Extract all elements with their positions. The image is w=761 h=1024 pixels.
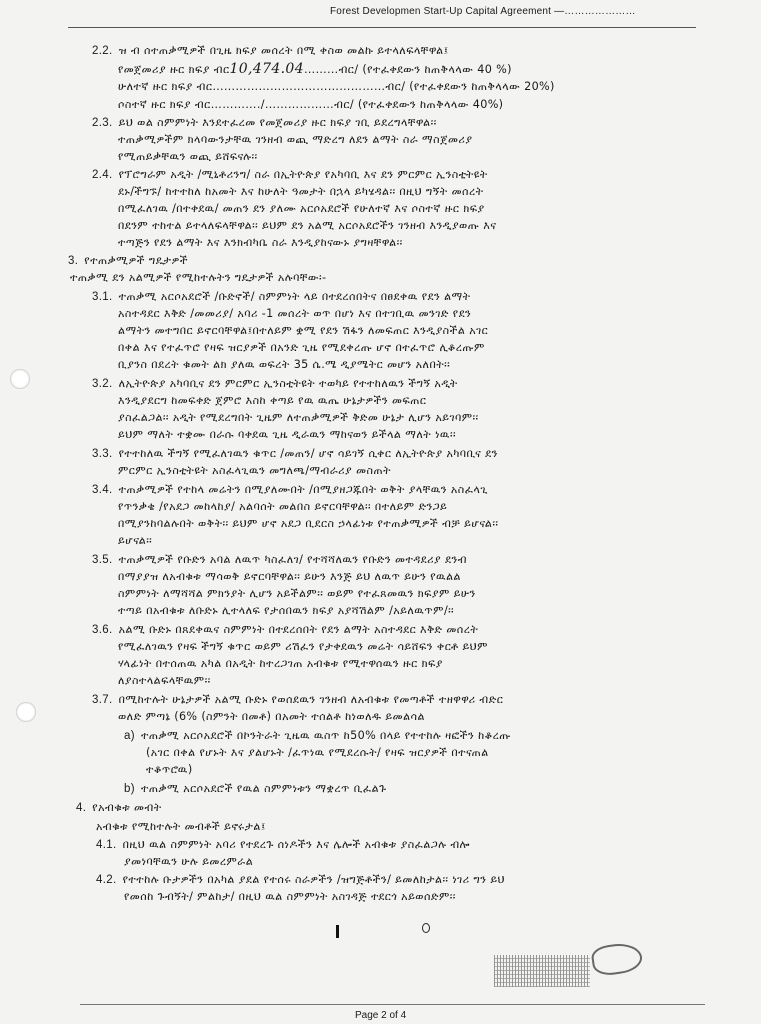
text-line: በሚያንከባልሉበት ወቅት፡፡ ይህም ሆኖ አደጋ ቢደርስ ኃላፊነቱ የተጠቃሚዎች ብቻ ይሆናል፡፡ [118, 517, 499, 530]
text-line: ሃላፊነት በተሰጠዉ አካል በአዲት ከተረጋገጠ አብቁቱ የሚተዋሰዉን ዙር ክፍያ [118, 657, 443, 670]
text-line: b) ተጠቃሚ አርሶአደሮች የዉል ስምምነቱን ማቋረጥ ቢፈልጉ [124, 782, 387, 795]
text-line: የመሰከ ጉብኝት/ ምልከታ/ በዚህ ዉል ስምምነት አስገዳጅ ተደርጎ አይወሰድም፡፡ [124, 890, 456, 903]
text-line: 3.5. ተጠቃሚዎች የቡድን አባል ለዉጥ ካስፈለገ/ የተሻሻለዉን የቡድን መተዳደሪያ ደንብ [92, 553, 467, 566]
text-line: በቀል እና የተፈጥሮ የዛፍ ዝርያዎች በአንድ ጊዜ የሚደቀረጡ ሆኖ በተፈጥሮ ሊቆረጡም [118, 341, 485, 354]
header-divider [68, 27, 696, 28]
section-heading: 4. የአብቁቱ መብት [76, 801, 162, 814]
punch-hole-top [10, 369, 30, 389]
text-line: ይህም ማለት ተቋሙ በራሱ ባቀደዉ ጊዜ ዲራዉን ማከናወን ይችላል ማለት ነዉ፡፡ [118, 428, 456, 441]
text-line: 3.3. የተተከለዉ ችግኝ የሚፈለገዉን ቁጥር /መጠን/ ሆኖ ሳይገኝ ሲቀር ለኢትዮጵያ አካባቢና ደን [92, 447, 498, 460]
text-line: ይሆናል፡፡ [118, 534, 153, 547]
text-line: ወለድ ምጣኔ (6% (ስምንት በመቶ) በአመት ተሰልቶ ከነወለዱ ይመልሳል [118, 710, 425, 723]
text-line: ተጠቃሚዎችም ክላባውንታቸዉ ገንዘብ ወጪ ማድረግ ለደን ልማት ስራ ማስጀመሪያ [118, 133, 473, 146]
text-line: (አገር በቀል የሆኑት እና ያልሆኑት /ፈጥነዉ የሚደረሱት/ የዛፍ ዝርያዎች በተናጠል [146, 746, 489, 759]
handwritten-amount: 10,474.04 [229, 61, 304, 77]
text-line: ለያስተላልፍላቸዉም፡፡ [118, 674, 211, 687]
text-line: የሚፈለገዉን የዛፍ ችግኝ ቁጥር ወይም ሪሽፈን የታቀደዉን መሬት ሳይሸፍን ቀርቶ ይህም [118, 640, 488, 653]
signature-mark [590, 941, 644, 978]
ink-mark [336, 925, 339, 938]
text-line: 4.2. የተተከሉ ቡታዎችን በአካል ያደል የተሰሩ ስራዎችን /ዝግጅቶችን/ ይመለከታል፡፡ ነገሪ ግን ይህ [96, 873, 505, 886]
text-line: ተቆጥሮዉ) [146, 763, 193, 776]
ink-dot [422, 923, 430, 933]
text-line: 3.4. ተጠቃሚዎች የተከላ መሬትን በሚያለሙበት /በሚያዘጋጁበት ወቅት ያላቸዉን አስፈላጊ [92, 483, 488, 496]
text-line: በደንም ተከተል ይተላለፍላቸዋል፡፡ ይህም ደን አልሚ አርሶአደሮችን ገንዘብ እንዲያወጡ እና [118, 219, 497, 232]
text-line: ተጣይ በአብቁቱ ለቡድኑ ሊተላለፍ የታሰበዉን ክፍያ አያሻሽልም /አይለዉጥም/፡፡ [118, 604, 455, 617]
text-line: የጥንቃቄ /የአደጋ መከላከያ/ አልባሰት መልበስ ይኖርባቸዋል፡፡ በተለይም ድንጋይ [118, 500, 448, 513]
text-line: ያመነባቸዉን ሁሉ ይመረምራል [124, 855, 254, 868]
text-line: 4.1. በዚህ ዉል ስምምነት አባሪ የተደረጉ ሰነዶችን እና ሌሎች አብቁቱ ያስፈልጋሉ ብሎ [96, 838, 471, 851]
text-line: a) ተጠቃሚ አርሶአደሮች በኮንትራት ጊዜዉ ዉስጥ ከ50% በላይ የተተከሉ ዛፎችን ከቆረጡ [124, 729, 511, 742]
text-line: እንዲያደርግ ከመፍቀድ ጀምሮ እስከ ቀጣይ የዉ ዉጤ ሁኔታዎችን መፍጠር [118, 394, 427, 407]
section-heading: 3. የተጠቃሚዎች ግዴታዎች [68, 254, 189, 267]
text-line: የሚጠይቃቸዉን ወጪ ይሸፍናሉ፡፡ [118, 150, 258, 163]
text-line: ስምምነት ለማሻሻል ምክንያት ሊሆን አይችልም፡፡ ወይም የተፈጸመዉን ክፍያም ይሁን [118, 587, 476, 600]
text-line: ተጠቃሚ ደን አልሚዎች የሚከተሉትን ግዴታዎች አሉባቸው፡- [70, 271, 327, 284]
text-line: 3.1. ተጠቃሚ አርሶአደሮች /ቡድኖች/ ስምምነት ላይ በተደረሰበትና በፀደቀዉ የደን ልማት [92, 290, 471, 303]
text-line: አብቁቱ የሚከተሉት መብቶች ይኖሩታል፤ [96, 820, 266, 833]
text-line: 2.2. ዝ ብ ሰተጠቃሚዎች በጊዜ ክፍያ መሰረት በሚ ቀስወ መልኩ ይተላለፍላቸዋል፤ [92, 44, 449, 57]
text-line: 3.2. ለኢትዮጵያ አካባቢና ደን ምርምር ኢንስቲትዩት ተወካይ የተተከለዉን ችግኝ አዲት [92, 377, 458, 390]
text-line: ተጣጅን የደን ልማት እና እንክብካቤ ስራ እንዲያከናውኑ ያግዛቸዋል፡፡ [118, 236, 403, 249]
page-header-title: Forest Developmen Start-Up Capital Agreement —………………… [330, 6, 636, 17]
text-line: 3.7. በሚከተሉት ሁኔታዎች አልሚ ቡድኑ የወሰደዉን ገንዘብ ለአብቁቱ የመጣቶች ተዘዋዋሪ ብድር [92, 693, 504, 706]
text-line: ሁለተኛ ዙር ክፍያ ብር………………………………………ብር/ (የተፈቀደውን ከጠቅላላው 20%) [118, 80, 555, 93]
text-line: 2.3. ይህ ወል ስምምነት እንደተፈረመ የመጀመሪያ ዙር ክፍያ ገቢ ይደረግላቸዋል፡፡ [92, 116, 437, 129]
stamp-image [494, 955, 590, 987]
text-line: በማያያዝ ለአብቁቱ ማሳወቅ ይኖርባቸዋል፡፡ ይሁን እንጅ ይህ ለዉጥ ይሁን የዉልል [118, 570, 461, 583]
footer-divider [80, 1004, 705, 1005]
text-line: 3.6. አልሚ ቡድኑ በጸደቀዉና ስምምነት በተደረሰበት የደን ልማት አስተዳደር እቅድ መሰረት [92, 623, 479, 636]
text-line: በሚፈለገዉ /በተቀደዉ/ መጠን ደን ያለሙ አርሶአደሮች የሁለተኛ እና ሶስተኛ ዙር ክፍያ [118, 202, 485, 215]
text-line: ልማትን መተግበር ይኖርባቸዋል፤በተለይም ቋሚ የደን ሽፋን ለመፍጠር እንዲያስችል አገር [118, 324, 489, 337]
text-line: ምርምር ኢንስቲትዩት አስፈላጊዉን መግለጫ/ማብራሪያ መስጠት [118, 464, 391, 477]
text-line: ደኑ/ችግኙ/ ከተተከለ ከአመት እና ከሁለት ዓመታት በኋላ ይካሄዳል፡፡ በዚህ ግኝት መሰረት [118, 185, 484, 198]
text-line: አስተዳደር እቅድ /መመሪያ/ አባሪ -1 መሰረት ወጥ በሆነ እና በተገቢዉ መንገድ የደን [118, 307, 472, 320]
text-line: 2.4. የፕሮግራም አዲት /ሚኒቶሪንግ/ ስራ በኢትዮጵያ የአካባቢ እና ደን ምርምር ኢንስቲትዩት [92, 168, 488, 181]
text-line: ሶስተኛ ዙር ክፍያ ብር…………./………………ብር/ (የተፈቀደውን ከጠቅላላው 40%) [118, 98, 504, 111]
text-line: የመጀመሪያ ዙር ክፍያ ብር10,474.04………ብር/ (የተፈቀደውን ከጠቅላላው 40 %) [118, 61, 512, 77]
text-line: ያስፈልጋል፡፡ አዲት የሚደረግበት ጊዜም ለተጠቃሚዎች ቅድመ ሁኔታ ሊሆን አይገባም፡፡ [118, 411, 479, 424]
text-line: ቢያንስ በደረት ቁመት ልክ ያለዉ ወፍረት 35 ሴ.ሜ ዲያሜትር መሆን አለበት፡፡ [118, 358, 451, 371]
page-number: Page 2 of 4 [355, 1010, 407, 1021]
punch-hole-bottom [16, 702, 36, 722]
